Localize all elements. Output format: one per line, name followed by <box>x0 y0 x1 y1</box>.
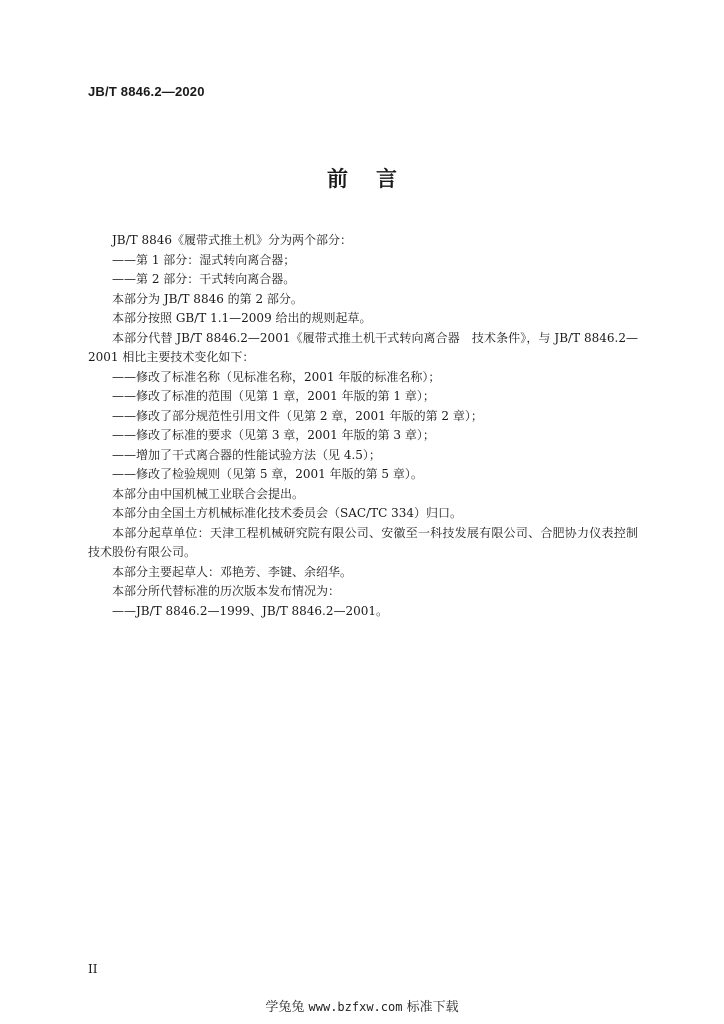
list-item: ——修改了部分规范性引用文件（见第 2 章，2001 年版的第 2 章）； <box>112 408 483 423</box>
list-item: ——增加了干式离合器的性能试验方法（见 4.5）； <box>112 447 381 462</box>
footer-slogan: 标准下载 <box>406 1000 459 1015</box>
paragraph: 本部分按照 GB/T 1.1—2009 给出的规则起草。 <box>112 311 372 325</box>
list-item: ——修改了检验规则（见第 5 章，2001 年版的第 5 章）。 <box>112 467 423 481</box>
list-item: ——第 2 部分：干式转向离合器。 <box>112 272 296 286</box>
paragraph: 本部分起草单位：天津工程机械研究院有限公司、安徽至一科技发展有限公司、合肥协力仪表控制技术股份有限公司。 <box>88 525 638 559</box>
list-item: ——修改了标准的范围（见第 1 章，2001 年版的第 1 章）； <box>112 389 435 403</box>
list-item: ——修改了标准名称（见标准名称，2001 年版的标准名称）； <box>112 369 441 384</box>
page-number: II <box>88 962 98 976</box>
watermark-footer <box>0 996 724 1015</box>
list-item: ——修改了标准的要求（见第 3 章，2001 年版的第 3 章）； <box>112 428 435 442</box>
paragraph: 本部分由全国土方机械标准化技术委员会（SAC/TC 334）归口。 <box>112 506 463 520</box>
paragraph: JB/T 8846《履带式推土机》分为两个部分： <box>112 233 353 247</box>
paragraph: 本部分由中国机械工业联合会提出。 <box>112 486 305 501</box>
footer-url: www.bzfxw.com <box>308 1000 403 1014</box>
paragraph: 本部分所代替标准的历次版本发布情况为： <box>112 584 341 598</box>
list-item: ——第 1 部分：湿式转向离合器； <box>112 252 296 267</box>
paragraph: 本部分代替 JB/T 8846.2—2001《履带式推土机干式转向离合器 技术条件》，与 JB/T 8846.2—2001 相比主要技术变化如下： <box>88 330 638 364</box>
document-code: JB/T 8846.2—2020 <box>88 84 205 99</box>
foreword-body <box>88 231 638 621</box>
list-item: ——JB/T 8846.2—1999、JB/T 8846.2—2001。 <box>112 603 389 618</box>
footer-site-name: 学兔兔 <box>265 1000 305 1015</box>
paragraph: 本部分为 JB/T 8846 的第 2 部分。 <box>112 291 303 306</box>
paragraph: 本部分主要起草人：邓艳芳、李键、余绍华。 <box>112 564 353 579</box>
section-title: 前言 <box>327 167 425 191</box>
